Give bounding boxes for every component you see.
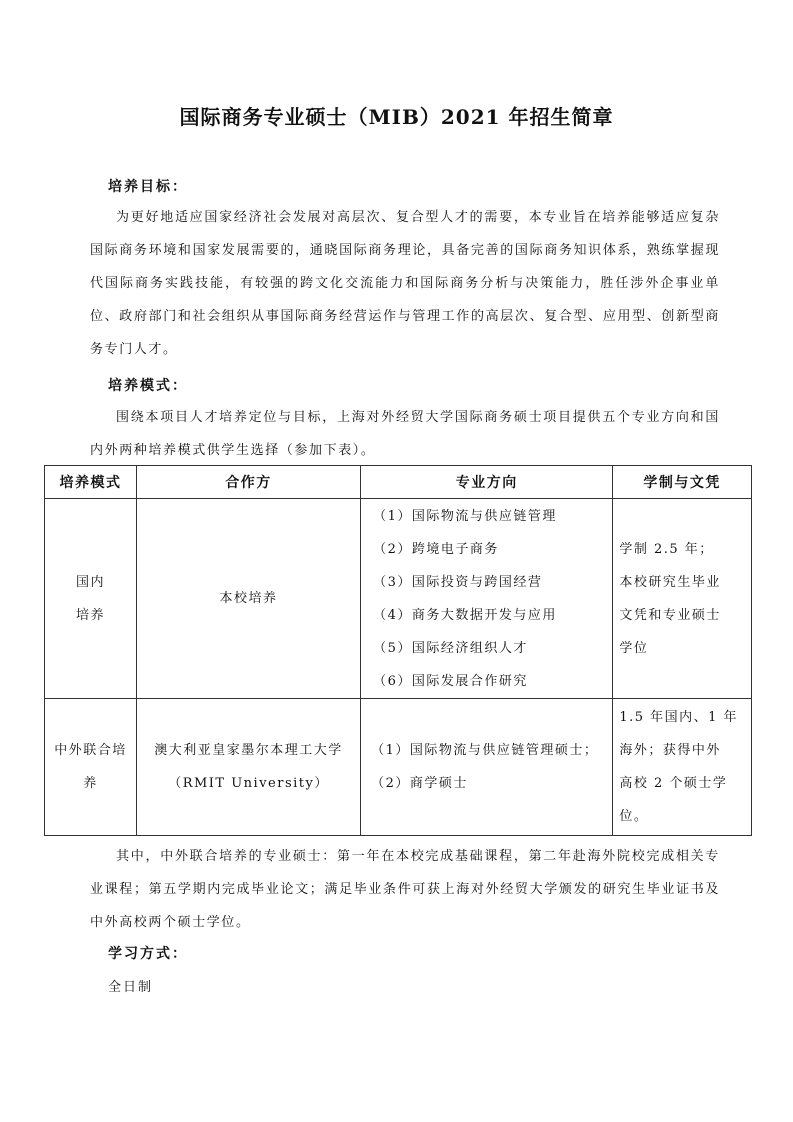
cell-directions [361, 699, 613, 836]
direction-item: （3）国际投资与跨国经营 [373, 574, 543, 590]
mode-paragraph: 围绕本项目人才培养定位与目标，上海对外经贸大学国际商务硕士项目提供五个专业方向和国内外两种培养模式供学生选择（参加下表）。 [90, 410, 720, 458]
table-row-domestic [45, 499, 752, 699]
cell-text: 本校培养 [219, 591, 278, 606]
cell-credential [613, 499, 752, 699]
direction-item: （2）跨境电子商务 [373, 541, 499, 557]
header-partner: 合作方 [136, 466, 360, 499]
direction-item: （4）商务大数据开发与应用 [373, 607, 557, 623]
cell-text: 培养 [75, 607, 105, 623]
cell-partner [136, 499, 360, 699]
page-title: 国际商务专业硕士（MIB）2021 年招生简章 [179, 105, 614, 129]
study-mode-text: 全日制 [108, 980, 154, 995]
cell-mode [45, 699, 137, 836]
cell-text: 文凭和专业硕士 [619, 607, 721, 623]
cell-text: 学制 2.5 年； [619, 541, 714, 557]
header-direction: 专业方向 [361, 466, 613, 499]
cell-text: 澳大利亚皇家墨尔本理工大学 [154, 743, 343, 758]
goal-heading: 培养目标： [108, 179, 188, 195]
mode-heading: 培养模式： [108, 378, 188, 394]
goal-paragraph: 为更好地适应国家经济社会发展对高层次、复合型人才的需要，本专业旨在培养能够适应复杂国际商务环境和国家发展需要的，通晓国际商务理论，具备完善的国际商务知识体系，熟练掌握现代国际商务实践技能，有较强的跨文化交流能力和国际商务分析与决策能力，胜任涉外企事业单位、政府部门和社会组织从事国际商务经营运作与管理工作的高层次、复合型、应用型、创新型商务专门人才。 [90, 210, 720, 357]
study-heading: 学习方式： [108, 946, 188, 962]
direction-item: （1）国际物流与供应链管理 [373, 508, 557, 524]
program-table [44, 465, 752, 836]
header-mode: 培养模式 [45, 466, 137, 499]
header-credential: 学制与文凭 [613, 466, 752, 499]
cell-text: 养 [83, 776, 98, 791]
direction-item: （5）国际经济组织人才 [373, 640, 528, 656]
cell-credential [613, 699, 752, 836]
cell-text: 海外；获得中外 [619, 743, 721, 758]
table-row-joint [45, 699, 752, 836]
cell-text: 中外联合培 [54, 743, 127, 758]
cell-directions [361, 499, 613, 699]
cell-text: 1.5 年国内、1 年 [619, 710, 739, 725]
cell-text: （RMIT University） [168, 776, 329, 791]
direction-item: （2）商学硕士 [371, 776, 468, 791]
cell-text: 位。 [619, 809, 649, 824]
cell-partner [136, 699, 360, 836]
table-header-row [45, 466, 752, 499]
direction-item: （6）国际发展合作研究 [373, 673, 528, 689]
cell-text: 学位 [619, 640, 649, 656]
cell-mode [45, 499, 137, 699]
cell-text: 国内 [75, 574, 105, 590]
cell-text: 高校 2 个硕士学 [619, 776, 728, 791]
cell-text: 本校研究生毕业 [619, 574, 721, 590]
joint-note-paragraph: 其中，中外联合培养的专业硕士：第一年在本校完成基础课程，第二年赴海外院校完成相关专业课程；第五学期内完成毕业论文；满足毕业条件可获上海对外经贸大学颁发的研究生毕业证书及中外高校两个硕士学位。 [90, 849, 720, 930]
direction-item: （1）国际物流与供应链管理硕士； [371, 743, 599, 758]
